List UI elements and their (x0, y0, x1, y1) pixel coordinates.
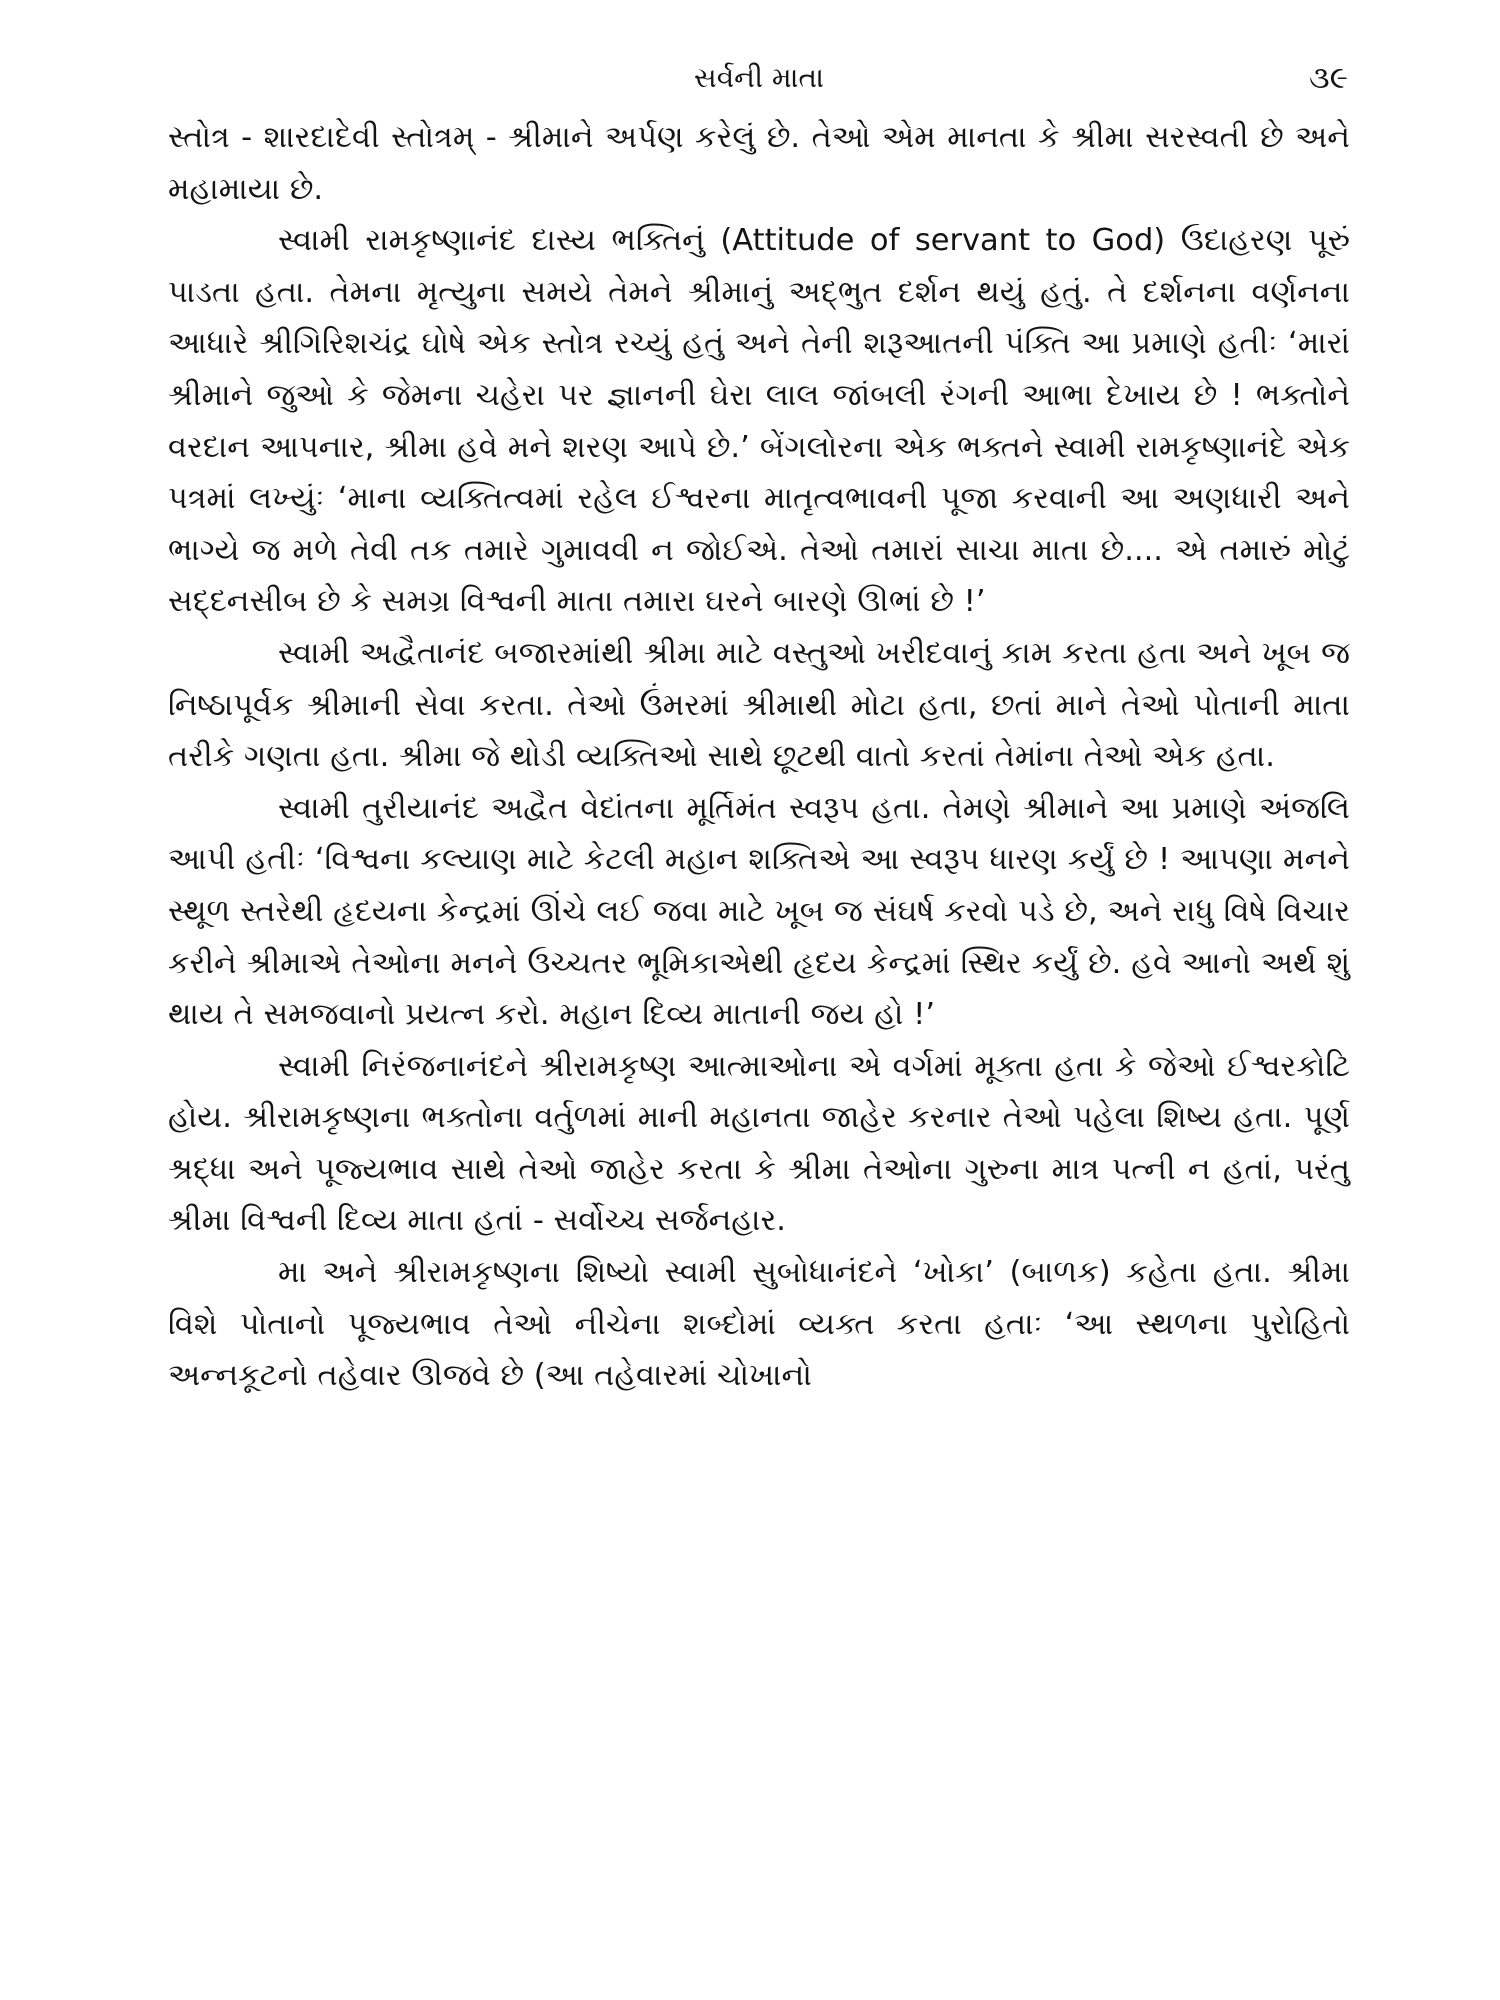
page-number: ૩૯ (1309, 60, 1348, 96)
paragraph-ramakrishnananda: સ્વામી રામકૃષ્ણાનંદ દાસ્ય ભક્તિનું (Attitude of servant to God) ઉદાહરણ પૂરું પાડતા હતા. તેમના મૃત્યુના સમયે તેમને શ્રીમાનું અદ્‌ભુત દર્શન થયું હતું. તે દર્શનના વર્ણનના આધારે શ્રીગિરિશચંદ્ર ઘોષે એક સ્તોત્ર રચ્યું હતું અને તેની શરૂઆતની પંક્તિ આ પ્રમાણે હતીઃ ‘મારાં શ્રીમાને જુઓ કે જેમના ચહેરા પર જ્ઞાનની ઘેરા લાલ જાંબલી રંગની આભા દેખાય છે ! ભક્તોને વરદાન આપનાર, શ્રીમા હવે મને શરણ આપે છે.’ બેંગલોરના એક ભક્તને સ્વામી રામકૃષ્ણાનંદે એક પત્રમાં લખ્યુંઃ ‘માના વ્યક્તિત્વમાં રહેલ ઈશ્વરના માતૃત્વભાવની પૂજા કરવાની આ અણધારી અને ભાગ્યે જ મળે તેવી તક તમારે ગુમાવવી ન જોઈએ. તેઓ તમારાં સાચા માતા છે.... એ તમારું મોટું સદ્દનસીબ છે કે સમગ્ર વિશ્વની માતા તમારા ઘરને બારણે ઊભાં છે !’ (168, 223, 1350, 620)
book-page (168, 58, 1350, 1402)
paragraph-turiyananda: સ્વામી તુરીયાનંદ અદ્વૈત વેદાંતના મૂર્તિમંત સ્વરૂપ હતા. તેમણે શ્રીમાને આ પ્રમાણે અંજલિ આપી હતીઃ ‘વિશ્વના કલ્યાણ માટે કેટલી મહાન શક્તિએ આ સ્વરૂપ ધારણ કર્યું છે ! આપણા મનને સ્થૂળ સ્તરેથી હૃદયના કેન્દ્રમાં ઊંચે લઈ જવા માટે ખૂબ જ સંઘર્ષ કરવો પડે છે, અને રાધુ વિષે વિચાર કરીને શ્રીમાએ તેઓના મનને ઉચ્ચતર ભૂમિકાએથી હૃદય કેન્દ્રમાં સ્થિર કર્યું છે. હવે આનો અર્થ શું થાય તે સમજવાનો પ્રયત્ન કરો. મહાન દિવ્ય માતાની જય હો !’ (168, 790, 1350, 1033)
chapter-title: સર્વની માતા (694, 61, 824, 94)
paragraph-subodhananda: મા અને શ્રીરામકૃષ્ણના શિષ્યો સ્વામી સુબોધાનંદને ‘ખોકા’ (બાળક) કહેતા હતા. શ્રીમા વિશે પોતાનો પૂજ્યભાવ તેઓ નીચેના શબ્દોમાં વ્યક્ત કરતા હતાઃ ‘આ સ્થળના પુરોહિતો અન્નકૂટનો તહેવાર ઊજવે છે (આ તહેવારમાં ચોખાનો (168, 1255, 1350, 1394)
body-text (168, 112, 1350, 1402)
paragraph-continuation: સ્તોત્ર - શારદાદેવી સ્તોત્રમ્ - શ્રીમાને અર્પણ કરેલું છે. તેઓ એમ માનતા કે શ્રીમા સરસ્વતી છે અને મહામાયા છે. (168, 120, 1350, 207)
running-header (168, 58, 1350, 108)
paragraph-niranjanananda: સ્વામી નિરંજનાનંદને શ્રીરામકૃષ્ણ આત્માઓના એ વર્ગમાં મૂક્તા હતા કે જેઓ ઈશ્વરકોટિ હોય. શ્રીરામકૃષ્ણના ભક્તોના વર્તુળમાં માની મહાનતા જાહેર કરનાર તેઓ પહેલા શિષ્ય હતા. પૂર્ણ શ્રદ્ધા અને પૂજ્યભાવ સાથે તેઓ જાહેર કરતા કે શ્રીમા તેઓના ગુરુના માત્ર પત્ની ન હતાં, પરંતુ શ્રીમા વિશ્વની દિવ્ય માતા હતાં - સર્વોચ્ચ સર્જનહાર. (168, 1048, 1350, 1239)
paragraph-advaitananda: સ્વામી અદ્વૈતાનંદ બજારમાંથી શ્રીમા માટે વસ્તુઓ ખરીદવાનું કામ કરતા હતા અને ખૂબ જ નિષ્ઠાપૂર્વક શ્રીમાની સેવા કરતા. તેઓ ઉંમરમાં શ્રીમાથી મોટા હતા, છતાં માને તેઓ પોતાની માતા તરીકે ગણતા હતા. શ્રીમા જે થોડી વ્યક્તિઓ સાથે છૂટથી વાતો કરતાં તેમાંના તેઓ એક હતા. (168, 635, 1350, 775)
